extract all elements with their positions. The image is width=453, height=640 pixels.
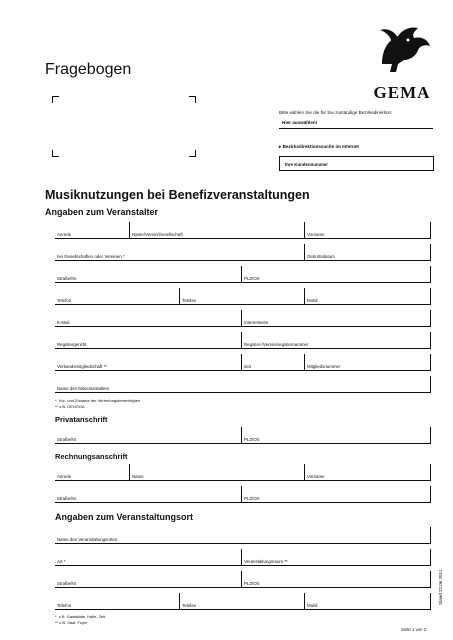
plz-label: PLZ/Ort (244, 276, 260, 281)
district-select-line (279, 128, 433, 129)
vertreter-field[interactable] (55, 244, 305, 261)
venue-mobil-field[interactable] (305, 593, 431, 610)
private-plz-label: PLZ/Ort (244, 437, 260, 442)
address-corner-br (189, 150, 196, 157)
email-label: E-Mail (57, 320, 70, 325)
venue-art-label: Art * (57, 559, 66, 564)
billing-vorname-field[interactable] (305, 464, 431, 481)
venue-telefon-label: Telefon (57, 603, 72, 608)
registernummer-field[interactable] (242, 332, 431, 349)
strasse-label: Straße/Nr. (57, 276, 78, 281)
billing-strasse-label: Straße/Nr. (57, 496, 78, 501)
seit-field[interactable] (242, 354, 305, 371)
vertreter-label: bei Gesellschaften oder Vereinen * (57, 254, 125, 259)
venue-footnote-2-text: z.B. Saal, Foyer (59, 620, 88, 625)
billing-strasse-field[interactable] (55, 486, 242, 503)
venue-telefon-field[interactable] (55, 593, 180, 610)
district-search-link[interactable] (279, 144, 359, 150)
email-field[interactable] (55, 310, 242, 327)
billing-anrede-field[interactable] (55, 464, 130, 481)
billing-vorname-label: Vorname (307, 474, 325, 479)
seit-label: seit (244, 364, 251, 369)
venue-plz-label: PLZ/Ort (244, 581, 260, 586)
vorname-label: Vorname (307, 232, 325, 237)
venue-strasse-field[interactable] (55, 571, 242, 588)
telefax-field[interactable] (180, 288, 305, 305)
venue-footnote-1: * z.B. Gaststätte, Halle, Zelt (55, 614, 106, 619)
telefon-field[interactable] (55, 288, 180, 305)
address-corner-tl (52, 96, 59, 103)
name-label: Name/Verein/Gesellschaft (132, 232, 183, 237)
venue-heading: Angaben zum Veranstaltungsort (55, 512, 194, 522)
district-search-link-label: Bezirksdirektionssuche im Internet (282, 144, 359, 149)
address-corner-bl (52, 150, 59, 157)
mobil-label: Mobil (307, 298, 318, 303)
private-strasse-field[interactable] (55, 427, 242, 444)
venue-art-field[interactable] (55, 549, 242, 566)
venue-footnote-2: ** z.B. Saal, Foyer (55, 620, 88, 625)
billing-name-field[interactable] (130, 464, 305, 481)
billing-address-heading: Rechnungsanschrift (55, 452, 128, 461)
venue-footnote-1-text: z.B. Gaststätte, Halle, Zelt (58, 614, 106, 619)
registernummer-label: Register-/Vereinsregisternummer (244, 342, 309, 347)
telefon-label: Telefon (57, 298, 72, 303)
organizer-footnote-1: * Vor- und Zuname der Vertretungsberechtigten (55, 398, 141, 403)
billing-anrede-label: Anrede (57, 474, 72, 479)
billing-plz-field[interactable] (242, 486, 431, 503)
billing-name-label: Name (132, 474, 144, 479)
geburtsdatum-field[interactable] (305, 244, 431, 261)
venue-name-field[interactable] (55, 527, 431, 544)
mitgliedsnummer-field[interactable] (305, 354, 431, 371)
mitveranstalter-field[interactable] (55, 376, 431, 393)
venue-mobil-label: Mobil (307, 603, 318, 608)
gema-logo (368, 20, 436, 102)
district-hint: Bitte wählen Sie die für Sie zuständige Bezirksdirektion: (279, 110, 393, 115)
pegasus-icon (368, 20, 436, 80)
registergericht-label: Registergericht (57, 342, 87, 347)
organizer-heading: Angaben zum Veranstalter (45, 207, 159, 217)
page-number: Seite 1 von 2 (401, 627, 427, 632)
gema-wordmark: GEMA (373, 83, 431, 102)
organizer-footnote-1-text: Vor- und Zuname der Vertretungsberechtigten (58, 398, 141, 403)
private-address-heading: Privatanschrift (55, 415, 108, 424)
venue-telefax-label: Telefax (182, 603, 196, 608)
billing-plz-label: PLZ/Ort (244, 496, 260, 501)
arrow-right-icon: ▸ (279, 144, 283, 149)
vorname-field[interactable] (305, 222, 431, 239)
address-corner-tr (189, 96, 196, 103)
verbandsmitglied-field[interactable] (55, 354, 242, 371)
page-title: Fragebogen (45, 61, 132, 78)
district-select[interactable]: Hier auswählen! (282, 120, 318, 125)
telefax-label: Telefax (182, 298, 196, 303)
venue-plz-field[interactable] (242, 571, 431, 588)
venue-name-label: Name des Veranstaltungsortes (57, 537, 118, 542)
anrede-label: Anrede (57, 232, 72, 237)
venue-strasse-label: Straße/Nr. (57, 581, 78, 586)
venue-raum-field[interactable] (242, 549, 431, 566)
mitveranstalter-label: Name des Mitveranstalters (57, 386, 110, 391)
customer-number-field[interactable] (279, 156, 434, 171)
customer-number-label: Ihre Kundennummer (285, 162, 328, 167)
main-title: Musiknutzungen bei Benefizveranstaltungen (45, 188, 310, 202)
geburtsdatum-label: Geburtsdatum (307, 254, 335, 259)
plz-field[interactable] (242, 266, 431, 283)
internet-label: Internetseite (244, 320, 269, 325)
anrede-field[interactable] (55, 222, 130, 239)
venue-telefax-field[interactable] (180, 593, 305, 610)
mobil-field[interactable] (305, 288, 431, 305)
verbandsmitglied-label: Verbandsmitgliedschaft ** (57, 364, 108, 369)
strasse-field[interactable] (55, 266, 242, 283)
stand-date: Stand 22.06.2011 (438, 569, 443, 605)
registergericht-field[interactable] (55, 332, 242, 349)
internet-field[interactable] (242, 310, 431, 327)
private-plz-field[interactable] (242, 427, 431, 444)
mitgliedsnummer-label: Mitgliedsnummer (307, 364, 341, 369)
private-strasse-label: Straße/Nr. (57, 437, 78, 442)
name-field[interactable] (130, 222, 305, 239)
venue-raum-label: Veranstaltungsraum ** (244, 559, 288, 564)
organizer-footnote-2-text: z.B. DEHOGA (59, 404, 85, 409)
organizer-footnote-2: ** z.B. DEHOGA (55, 404, 85, 409)
